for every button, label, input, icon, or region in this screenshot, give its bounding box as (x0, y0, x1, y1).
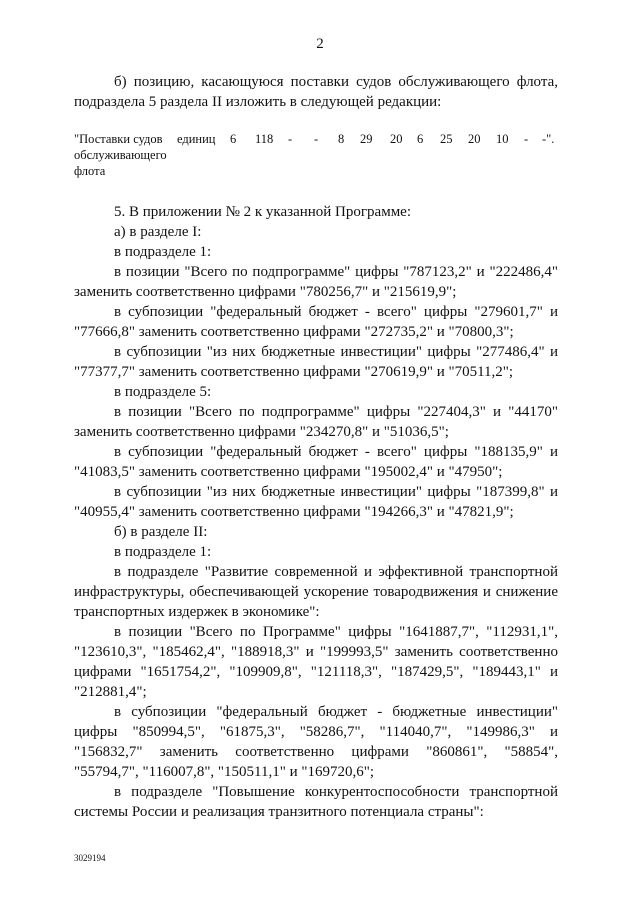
table-cell-value: 20 (468, 132, 481, 146)
paragraph: в подразделе 1: (114, 244, 212, 260)
table-cell-value: - (288, 132, 293, 146)
paragraph: 5. В приложении № 2 к указанной Программе: (114, 204, 412, 220)
table-cell-value: - (524, 132, 529, 146)
table-cell-value: 20 (390, 132, 403, 146)
intro-paragraph-block (74, 72, 558, 112)
paragraph: а) в разделе I: (114, 224, 202, 240)
table-cell-value: - (314, 132, 319, 146)
main-text-block (74, 202, 558, 822)
paragraph: в подразделе 1: (114, 544, 212, 560)
paragraph: в подразделе "Повышение конкурентоспособности транспортной системы России и реализация транзитного потенциала страны": (74, 784, 558, 820)
intro-paragraph: б) позицию, касающуюся поставки судов обслуживающего флота, подраздела 5 раздела II изложить в следующей редакции: (74, 74, 558, 110)
table-cell-value: 8 (338, 132, 345, 146)
paragraph: в субпозиции "из них бюджетные инвестиции" цифры "187399,8" и "40955,4" заменить соответственно цифрами "194266,3" и "47821,9"; (74, 484, 558, 520)
table-row (74, 131, 564, 181)
paragraph: в субпозиции "из них бюджетные инвестиции" цифры "277486,4" и "77377,7" заменить соответственно цифрами "270619,9" и "70511,2"; (74, 344, 558, 380)
paragraph: в субпозиции "федеральный бюджет - всего" цифры "279601,7" и "77666,8" заменить соответственно цифрами "272735,2" и "70800,3"; (74, 304, 558, 340)
paragraph: в подразделе "Развитие современной и эффективной транспортной инфраструктуры, обеспечивающей ускорение товародвижения и снижение транспортных издержек в экономике": (74, 564, 558, 620)
paragraph: в позиции "Всего по Программе" цифры "1641887,7", "112931,1", "123610,3", "185462,4", "188918,3" и "199993,5" заменить соответственно цифрами "1651754,2", "109909,8", "121118,3", "187429,5", "189443,1" и "212881,4"; (74, 624, 558, 700)
table-cell-value: -". (542, 132, 555, 146)
table-cell-value: 6 (417, 132, 424, 146)
table-cell-value: 25 (440, 132, 453, 146)
document-code: 3029194 (74, 853, 106, 863)
paragraph: в субпозиции "федеральный бюджет - всего" цифры "188135,9" и "41083,5" заменить соответственно цифрами "195002,4" и "47950"; (74, 444, 558, 480)
paragraph: в подразделе 5: (114, 384, 212, 400)
paragraph: б) в разделе II: (114, 524, 208, 540)
table-cell-value: 29 (360, 132, 373, 146)
table-cell-value: 118 (255, 132, 274, 146)
paragraph: в позиции "Всего по подпрограмме" цифры "787123,2" и "222486,4" заменить соответственно цифрами "780256,7" и "215619,9"; (74, 264, 558, 300)
paragraph: в позиции "Всего по подпрограмме" цифры "227404,3" и "44170" заменить соответственно цифрами "234270,8" и "51036,5"; (74, 404, 558, 440)
table-cell-name: "Поставки судов обслуживающего флота (74, 132, 167, 178)
page-number: 2 (316, 36, 324, 52)
table-cell-value: 10 (496, 132, 509, 146)
table-cell-unit: единиц (177, 132, 216, 146)
table-cell-value: 6 (230, 132, 237, 146)
paragraph: в субпозиции "федеральный бюджет - бюджетные инвестиции" цифры "850994,5", "61875,3", "58286,7", "114040,7", "149986,3" и "156832,7" заменить соответственно цифрами "860861", "58854", "55794,7", "116007,8", "150511,1" и "169720,6"; (74, 704, 558, 780)
